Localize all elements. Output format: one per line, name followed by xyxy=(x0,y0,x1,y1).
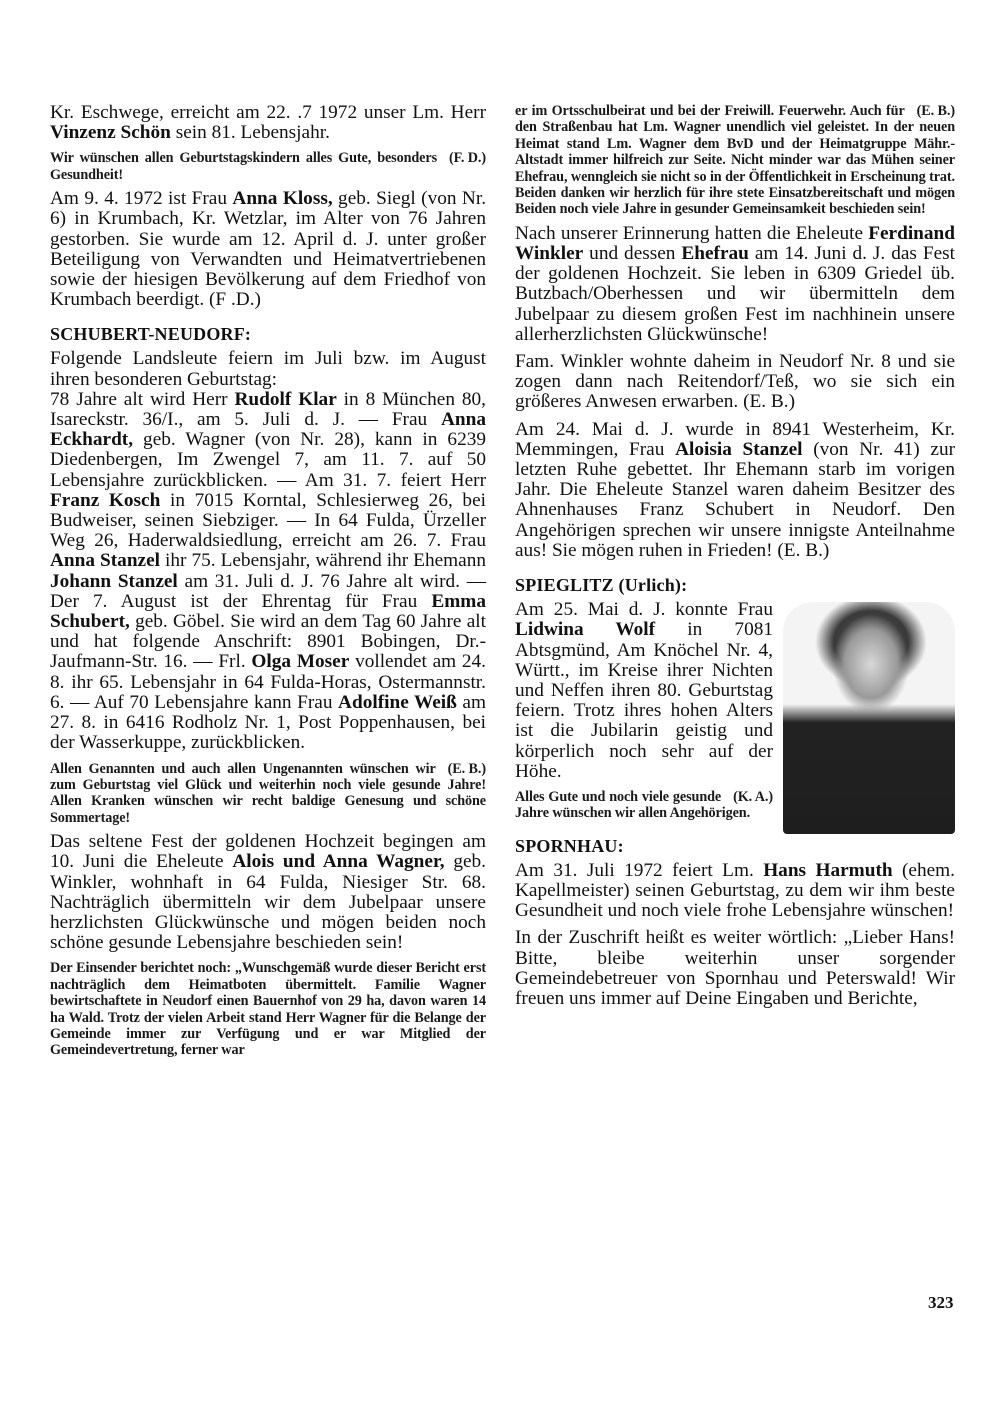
article-paragraph xyxy=(515,600,955,782)
person-name: Emma Schubert, xyxy=(50,590,486,633)
text-run: am 14. Juni d. J. das Fest der goldenen Hochzeit. Sie leben in 6309 Griedel üb. Butzbach/Oberhessen und wir übermitteln dem Jubelpaar zu diesem großen Fest im nachhinein unsere allerherzlichsten Glückwünsche! xyxy=(515,243,955,345)
person-name: Vinzenz Schön xyxy=(50,122,171,144)
person-name: Hans Harmuth xyxy=(763,859,893,881)
text-run: Kr. Eschwege, erreicht am 22. .7 1972 unser Lm. Herr xyxy=(50,102,486,123)
person-name: Ehefrau xyxy=(681,243,749,265)
person-name: Johann Stanzel xyxy=(50,570,178,592)
text-run: Am 25. Mai d. J. konnte Frau xyxy=(515,599,773,621)
section-heading xyxy=(515,575,955,596)
text-run: Am 24. Mai d. J. wurde in 8941 Westerheim, Kr. Memmingen, Frau xyxy=(515,418,955,460)
author-initials: (E. B.) xyxy=(447,760,486,777)
person-name: Anna Stanzel xyxy=(50,550,161,572)
text-run: vollendet am 24. 8. ihr 65. Lebensjahr in 64 Fulda-Horas, Ostermannstr. 6. — Auf 70 Lebensjahre kann Frau xyxy=(50,651,487,713)
note-paragraph xyxy=(50,150,486,183)
article-paragraph xyxy=(50,103,486,143)
article-paragraph xyxy=(515,861,955,922)
person-name: Franz Kosch xyxy=(50,489,161,511)
article-paragraph xyxy=(515,420,955,561)
text-run: In der Zuschrift heißt es weiter wörtlich: „Lieber Hans! Bitte, bleibe weiterhin unser sorgender Gemeindebetreuer von Spornhau und Peterswald! Wir freuen uns immer auf Deine Eingaben und Berichte, xyxy=(515,927,955,1009)
author-initials: (F. D.) xyxy=(449,150,486,167)
text-run: Folgende Landsleute feiern im Juli bzw. im August ihren besonderen Geburtstag: xyxy=(50,348,486,390)
person-name: Anna Kloss, xyxy=(232,188,333,210)
text-run: Wir wünschen allen Geburtstagskindern alles Gute, besonders Gesundheit! xyxy=(50,150,437,183)
text-run: (von Nr. 41) zur letzten Ruhe gebettet. Ihr Ehemann starb im vorigen Jahr. Die Eheleute Stanzel waren daheim Besitzer des Ahnenhauses Franz Schubert in Neudorf. Den Angehörigen sprechen wir unsere innigste Anteilnahme aus! Sie mögen ruhen in Frieden! (E. B.) xyxy=(515,438,955,561)
text-run: geb. Winkler, wohnhaft in 64 Fulda, Niesiger Str. 68. Nachträglich übermitteln wir dem Jubelpaar unsere herzlichsten Glückwünsche und mögen beiden noch schöne gesunde Lebensjahre beschieden sein! xyxy=(50,851,487,954)
text-run: SPIEGLITZ (Urlich): xyxy=(515,575,688,596)
section-heading xyxy=(50,324,486,345)
author-initials: (E. B.) xyxy=(916,103,955,119)
article-paragraph xyxy=(515,928,955,1009)
text-run: in 7081 Abtsgmünd, Am Knöchel Nr. 4, Württ., im Kreise ihrer Nichten und Neffen ihren 80. Geburtstag feiern. Trotz ihres hohen Alters ist die Jubilarin geistig und körperlich noch sehr auf der Höhe. xyxy=(515,619,773,782)
text-run: geb. Siegl (von Nr. 6) in Krumbach, Kr. Wetzlar, im Alter von 76 Jahren gestorben. Sie wurde am 12. April d. J. unter großer Beteiligung von Verwandten und Heimatvertriebenen sowie der hiesigen Bevölkerung auf dem Friedhof von Krumbach beerdigt. (F .D.) xyxy=(50,188,487,311)
text-run: 78 Jahre alt wird Herr xyxy=(50,388,235,410)
left-column xyxy=(50,103,486,1065)
note-paragraph xyxy=(515,103,955,218)
text-run: Am 9. 4. 1972 ist Frau xyxy=(50,188,233,210)
text-run: ihr 75. Lebensjahr, während ihr Ehemann xyxy=(160,550,486,572)
article-paragraph xyxy=(50,189,486,310)
person-name: Aloisia Stanzel xyxy=(675,438,803,460)
person-name: Ferdinand Winkler xyxy=(515,222,955,265)
person-name: Alois und Anna Wagner, xyxy=(232,851,445,873)
note-paragraph xyxy=(50,960,486,1058)
text-run: am 27. 8. in 6416 Rodholz Nr. 1, Post Poppenhausen, bei der Wasserkuppe, zurückblicken. xyxy=(50,691,486,754)
person-name: Lidwina Wolf xyxy=(515,619,656,641)
text-run: (ehem. Kapellmeister) seinen Geburtstag, zu dem wir ihm beste Gesundheit und noch viele frohe Lebensjahre wünschen! xyxy=(515,859,955,922)
right-column xyxy=(515,103,955,1016)
text-run: Alles Gute und noch viele gesunde Jahre wünschen wir allen Angehörigen. xyxy=(515,788,751,822)
text-run: Am 31. Juli 1972 feiert Lm. xyxy=(515,859,764,881)
text-run: SCHUBERT-NEUDORF: xyxy=(50,324,252,345)
text-run: SPORNHAU: xyxy=(515,835,624,856)
text-run: geb. Göbel. Sie wird an dem Tag 60 Jahre alt und hat folgende Anschrift: 8901 Bobingen, Dr.-Jaufmann-Str. 16. — Frl. xyxy=(50,611,486,673)
portrait-photo xyxy=(783,602,955,834)
text-run: geb. Wagner (von Nr. 28), kann in 6239 Diedenbergen, Im Zwengel 7, am 11. 7. auf 50 Lebensjahre zurückblicken. — Am 31. 7. feiert Herr xyxy=(50,429,486,491)
article-paragraph xyxy=(50,349,486,753)
person-name: Adolfine Weiß xyxy=(338,691,457,713)
author-initials: (K. A.) xyxy=(733,788,773,805)
page-number: 323 xyxy=(928,1293,954,1312)
person-name: Rudolf Klar xyxy=(234,388,337,410)
text-run: er im Ortsschulbeirat und bei der Freiwill. Feuerwehr. Auch für den Straßenbau hat Lm. Wagner unendlich viel geleistet. In der neuen Heimat stand Lm. Wagner dem BvD und der Heimatgruppe Mähr.-Altstadt immer hilfreich zur Seite. Nicht minder war das Mühen seiner Ehefrau, wenngleich sie nicht so in der Öffentlichkeit in Erscheinung trat. Beiden danken wir herzlich für ihre stete Einsatzbereitschaft und mögen Beiden noch viele Jahre in gesunder Gemeinsamkeit beschieden sein! xyxy=(515,103,955,218)
text-run: Fam. Winkler wohnte daheim in Neudorf Nr. 8 und sie zogen dann nach Reitendorf/Teß, wo sie sich ein größeres Anwesen erwarben. (E. B.) xyxy=(515,351,955,413)
text-run: in 7015 Korntal, Schlesierweg 26, bei Budweiser, seinen Siebziger. — In 64 Fulda, Ürzeller Weg 26, Haderwaldsiedlung, erreicht am 26. 7. Frau xyxy=(50,489,486,552)
section-heading xyxy=(515,836,955,857)
text-run: und dessen xyxy=(583,243,682,265)
text-run: Das seltene Fest der goldenen Hochzeit begingen am 10. Juni die Eheleute xyxy=(50,831,486,873)
text-run: Allen Genannten und auch allen Ungenannten wünschen wir zum Geburtstag viel Glück und weiterhin noch viele gesunde Jahre! Allen Kranken wünschen wir recht baldige Genesung und schöne Sommertage! xyxy=(50,760,486,826)
text-run: sein 81. Lebensjahr. xyxy=(170,122,330,144)
text-run: Der Einsender berichtet noch: „Wunschgemäß wurde dieser Bericht erst nachträglich dem Heimatboten übermittelt. Familie Wagner bewirtschaftete in Neudorf einen Bauernhof von 29 ha, davon waren 14 ha Wald. Trotz der vielen Arbeit stand Herr Wagner für die Belange der Gemeinde immer zur Verfügung und er war Mitglied der Gemeindevertretung, ferner war xyxy=(50,960,486,1059)
person-name: Anna Eckhardt, xyxy=(50,409,486,451)
article-paragraph xyxy=(50,832,486,953)
text-run: am 31. Juli d. J. 76 Jahre alt wird. — Der 7. August ist der Ehrentag für Frau xyxy=(50,570,486,612)
note-paragraph xyxy=(50,761,486,827)
text-run: in 8 München 80, Isareckstr. 36/I., am 5. Juli d. J. — Frau xyxy=(50,388,486,431)
text-run: Nach unserer Erinnerung hatten die Eheleute xyxy=(515,222,869,244)
article-paragraph xyxy=(515,224,955,345)
article-paragraph xyxy=(515,352,955,413)
person-name: Olga Moser xyxy=(251,651,350,673)
